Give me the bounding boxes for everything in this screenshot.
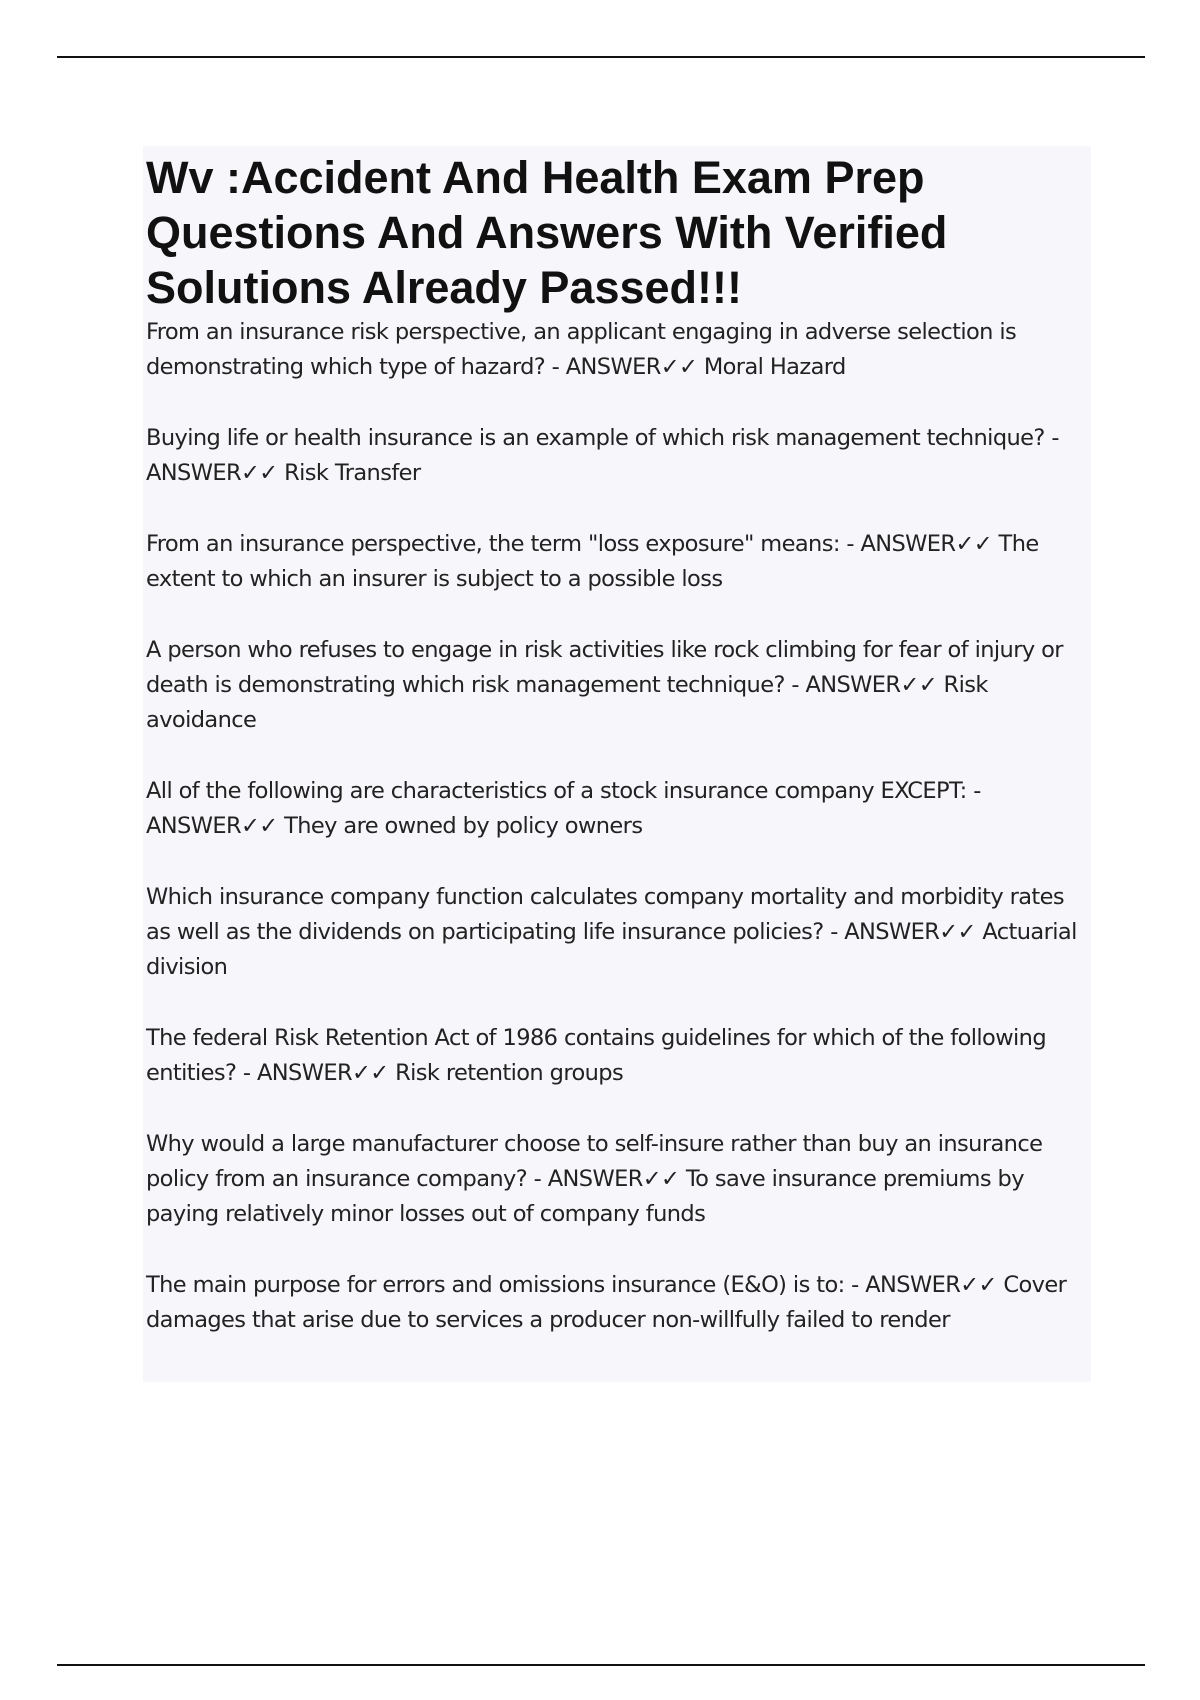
- qa-item: A person who refuses to engage in risk activities like rock climbing for fear of injury or death is demonstrating which risk management technique? - ANSWER✓✓ Risk avoidance: [146, 637, 1063, 733]
- answer-text: The extent to which an insurer is subject to a possible loss: [146, 531, 1039, 592]
- answer-label: ANSWER: [256, 1060, 352, 1086]
- check-icon: ✓✓: [900, 672, 937, 698]
- document-title: Wv :Accident And Health Exam Prep Questions And Answers With Verified Solutions Already Passed!!!: [146, 152, 948, 313]
- answer-label: ANSWER: [860, 531, 956, 557]
- qa-item: From an insurance perspective, the term "loss exposure" means: - ANSWER✓✓ The extent to which an insurer is subject to a possible loss: [146, 531, 1039, 592]
- answer-label: ANSWER: [844, 919, 940, 945]
- question-text: Why would a large manufacturer choose to self-insure rather than buy an insurance policy from an insurance company?: [146, 1131, 1043, 1192]
- answer-text: To save insurance premiums by paying relatively minor losses out of company funds: [146, 1166, 1024, 1227]
- answer-text: Risk avoidance: [146, 672, 988, 733]
- question-text: All of the following are characteristics of a stock insurance company EXCEPT:: [146, 778, 967, 804]
- answer-label: ANSWER: [146, 813, 242, 839]
- question-text: From an insurance perspective, the term "loss exposure" means:: [146, 531, 840, 557]
- question-text: Buying life or health insurance is an example of which risk management technique?: [146, 425, 1045, 451]
- top-rule: [57, 56, 1145, 58]
- qa-item: Why would a large manufacturer choose to self-insure rather than buy an insurance policy from an insurance company? - ANSWER✓✓ To save insurance premiums by paying relatively minor losses out of company funds: [146, 1131, 1043, 1227]
- answer-label: ANSWER: [565, 354, 661, 380]
- check-icon: ✓✓: [642, 1166, 680, 1192]
- question-text: From an insurance risk perspective, an applicant engaging in adverse selection is demonstrating which type of hazard?: [146, 319, 1017, 380]
- qa-item: All of the following are characteristics of a stock insurance company EXCEPT: - ANSWER✓✓ They are owned by policy owners: [146, 778, 981, 839]
- question-text: The federal Risk Retention Act of 1986 contains guidelines for which of the following entities?: [146, 1025, 1046, 1086]
- answer-text: Actuarial division: [146, 919, 1077, 980]
- qa-item: The federal Risk Retention Act of 1986 contains guidelines for which of the following entities? - ANSWER✓✓ Risk retention groups: [146, 1025, 1046, 1086]
- check-icon: ✓✓: [939, 919, 976, 945]
- check-icon: ✓✓: [241, 460, 278, 486]
- check-icon: ✓✓: [241, 813, 278, 839]
- qa-item: Buying life or health insurance is an example of which risk management technique? - ANSWER✓✓ Risk Transfer: [146, 425, 1059, 486]
- answer-label: ANSWER: [547, 1166, 643, 1192]
- answer-label: ANSWER: [146, 460, 242, 486]
- qa-item: The main purpose for errors and omissions insurance (E&O) is to: - ANSWER✓✓ Cover damages that arise due to services a producer non-willfully failed to render: [146, 1272, 1067, 1333]
- question-text: Which insurance company function calculates company mortality and morbidity rates as well as the dividends on participating life insurance policies?: [146, 884, 1065, 945]
- answer-text: Risk retention groups: [395, 1060, 624, 1086]
- answer-text: Moral Hazard: [703, 354, 846, 380]
- answer-text: They are owned by policy owners: [284, 813, 643, 839]
- question-text: The main purpose for errors and omissions insurance (E&O) is to:: [146, 1272, 845, 1298]
- qa-item: From an insurance risk perspective, an applicant engaging in adverse selection is demonstrating which type of hazard? - ANSWER✓✓ Moral Hazard: [146, 319, 1017, 380]
- check-icon: ✓✓: [960, 1272, 997, 1298]
- answer-text: Risk Transfer: [284, 460, 421, 486]
- check-icon: ✓✓: [955, 531, 992, 557]
- qa-item: Which insurance company function calculates company mortality and morbidity rates as well as the dividends on participating life insurance policies? - ANSWER✓✓ Actuarial division: [146, 884, 1077, 980]
- bottom-rule: [57, 1664, 1145, 1666]
- check-icon: ✓✓: [352, 1060, 389, 1086]
- question-text: A person who refuses to engage in risk activities like rock climbing for fear of injury or death is demonstrating which risk management technique?: [146, 637, 1063, 698]
- check-icon: ✓✓: [660, 354, 698, 380]
- document-page: [143, 146, 1091, 1382]
- answer-text: Cover damages that arise due to services a producer non-willfully failed to render: [146, 1272, 1067, 1333]
- answer-label: ANSWER: [805, 672, 901, 698]
- answer-label: ANSWER: [865, 1272, 961, 1298]
- qa-list: [146, 315, 1083, 1338]
